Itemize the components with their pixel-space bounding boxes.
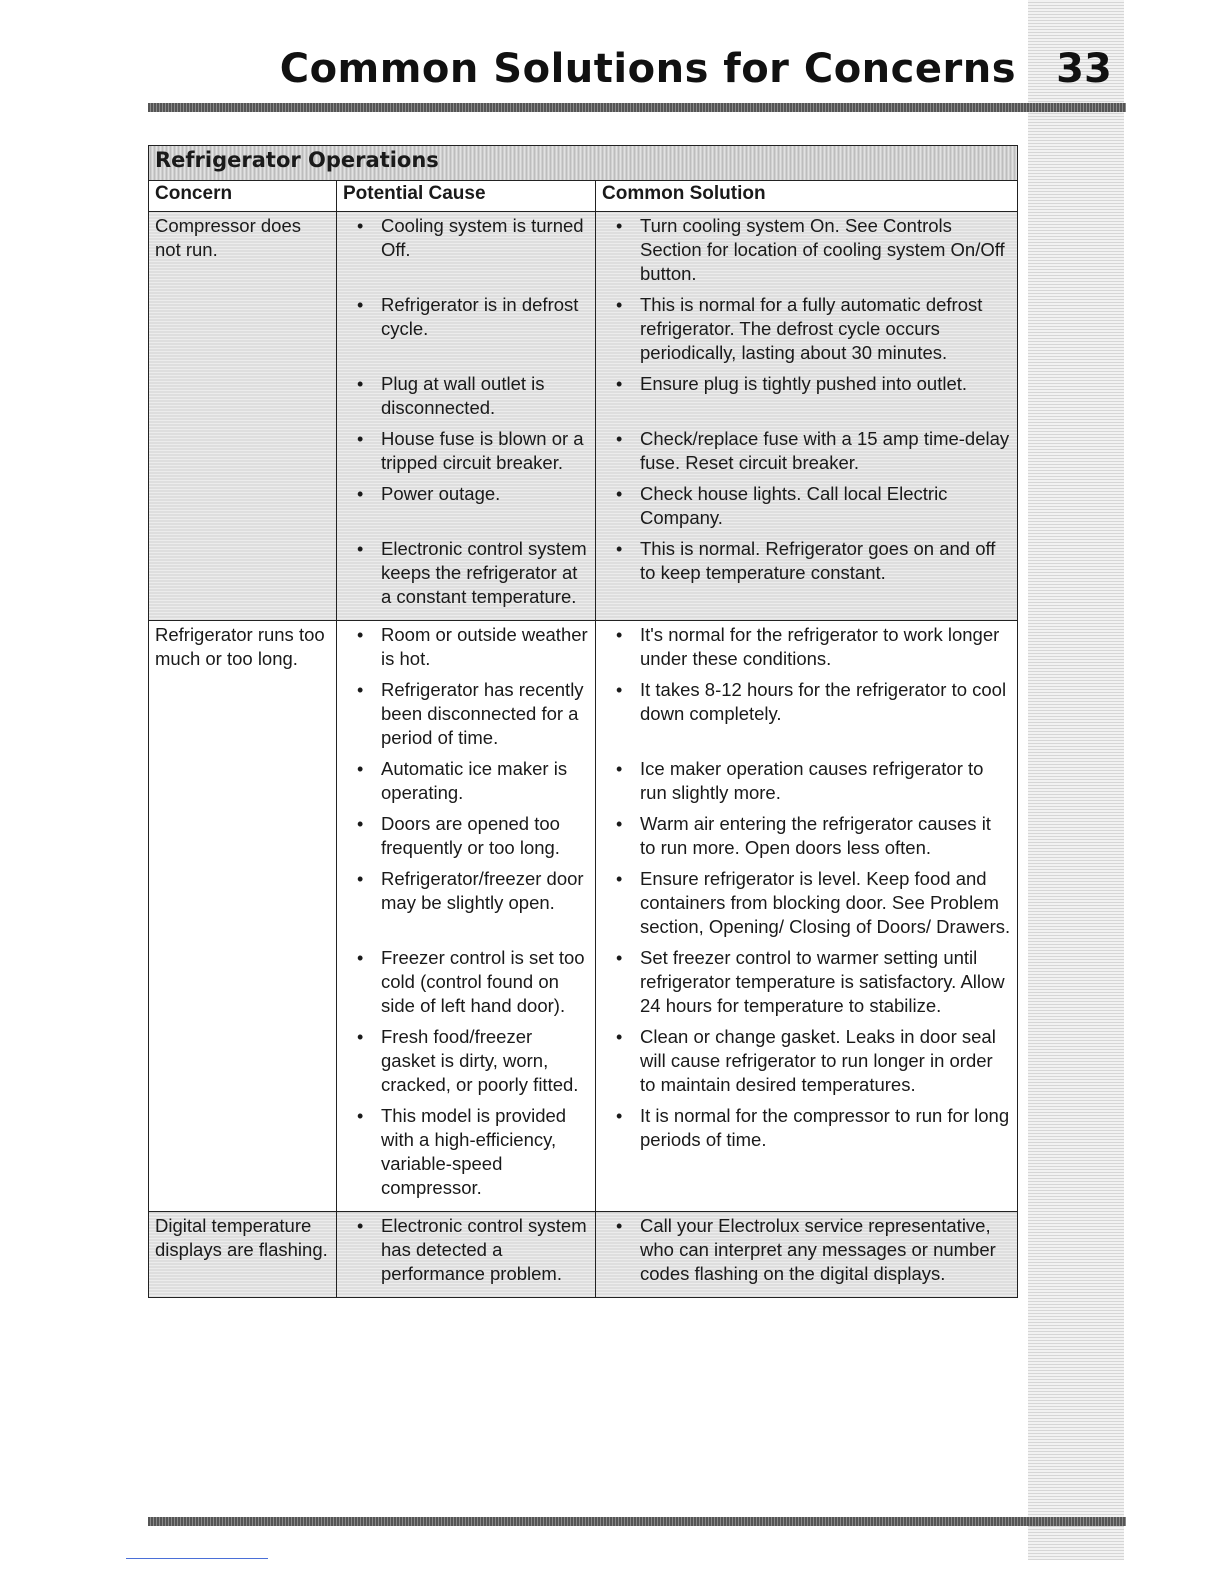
solution-item: • Check/replace fuse with a 15 amp time-delay fuse. Reset circuit breaker. xyxy=(602,427,1011,475)
cause-cell xyxy=(337,621,596,1212)
concern-text: Refrigerator runs too much or too long. xyxy=(155,624,325,669)
cause-cell xyxy=(337,212,596,621)
operations-table xyxy=(148,145,1018,1298)
solution-item: • Ensure plug is tightly pushed into outlet. xyxy=(602,372,1011,420)
column-header-row xyxy=(149,181,1018,212)
bottom-rule xyxy=(148,1517,1126,1526)
solution-item: • This is normal. Refrigerator goes on and off to keep temperature constant. xyxy=(602,537,1011,609)
solution-item: • Call your Electrolux service representative, who can interpret any messages or number codes flashing on the digital displays. xyxy=(602,1214,1011,1286)
solution-item: • It's normal for the refrigerator to work longer under these conditions. xyxy=(602,623,1011,671)
table-row xyxy=(149,621,1018,1212)
cause-item: • Power outage. xyxy=(343,482,589,530)
solution-cell-list xyxy=(602,214,1011,609)
solution-item: • Ice maker operation causes refrigerator to run slightly more. xyxy=(602,757,1011,805)
page-number: 33 xyxy=(1056,46,1112,92)
solution-item: • It is normal for the compressor to run for long periods of time. xyxy=(602,1104,1011,1200)
side-tab-strip xyxy=(1028,0,1124,1560)
table-row xyxy=(149,1212,1018,1298)
concern-cell xyxy=(149,621,337,1212)
concern-cell xyxy=(149,1212,337,1298)
solution-cell xyxy=(596,1212,1018,1298)
cause-item: • Refrigerator is in defrost cycle. xyxy=(343,293,589,365)
cause-item: • Refrigerator/freezer door may be slightly open. xyxy=(343,867,589,939)
cause-cell-list xyxy=(343,1214,589,1286)
table-row xyxy=(149,212,1018,621)
solution-item: • Warm air entering the refrigerator causes it to run more. Open doors less often. xyxy=(602,812,1011,860)
page-title: Common Solutions for Concerns xyxy=(279,46,1016,92)
cause-item: • This model is provided with a high-efficiency, variable-speed compressor. xyxy=(343,1104,589,1200)
top-rule xyxy=(148,103,1126,112)
cause-item: • Freezer control is set too cold (control found on side of left hand door). xyxy=(343,946,589,1018)
concern-cell xyxy=(149,212,337,621)
solution-cell xyxy=(596,621,1018,1212)
cause-cell-list xyxy=(343,623,589,1200)
concern-text: Digital temperature displays are flashing. xyxy=(155,1215,328,1260)
cause-cell xyxy=(337,1212,596,1298)
cause-item: • Doors are opened too frequently or too long. xyxy=(343,812,589,860)
solution-cell-list xyxy=(602,623,1011,1200)
cause-item: • Electronic control system keeps the refrigerator at a constant temperature. xyxy=(343,537,589,609)
solution-item: • Turn cooling system On. See Controls Section for location of cooling system On/Off button. xyxy=(602,214,1011,286)
column-header-concern: Concern xyxy=(149,181,337,212)
solution-cell xyxy=(596,212,1018,621)
cause-item: • Automatic ice maker is operating. xyxy=(343,757,589,805)
concern-text: Compressor does not run. xyxy=(155,215,302,260)
cause-item: • Cooling system is turned Off. xyxy=(343,214,589,286)
solution-item: • Check house lights. Call local Electric Company. xyxy=(602,482,1011,530)
section-title: Refrigerator Operations xyxy=(149,146,1018,181)
cause-item: • House fuse is blown or a tripped circuit breaker. xyxy=(343,427,589,475)
cause-item: • Plug at wall outlet is disconnected. xyxy=(343,372,589,420)
column-header-cause: Potential Cause xyxy=(337,181,596,212)
solution-cell-list xyxy=(602,1214,1011,1286)
solution-item: • Clean or change gasket. Leaks in door seal will cause refrigerator to run longer in order to maintain desired temperatures. xyxy=(602,1025,1011,1097)
solution-item: • Ensure refrigerator is level. Keep food and containers from blocking door. See Problem section, Opening/ Closing of Doors/ Drawers. xyxy=(602,867,1011,939)
link-underline xyxy=(126,1558,268,1559)
cause-item: • Fresh food/freezer gasket is dirty, worn, cracked, or poorly fitted. xyxy=(343,1025,589,1097)
solution-item: • This is normal for a fully automatic defrost refrigerator. The defrost cycle occurs periodically, lasting about 30 minutes. xyxy=(602,293,1011,365)
solution-item: • Set freezer control to warmer setting until refrigerator temperature is satisfactory. Allow 24 hours for temperature to stabilize. xyxy=(602,946,1011,1018)
cause-item: • Room or outside weather is hot. xyxy=(343,623,589,671)
cause-item: • Electronic control system has detected a performance problem. xyxy=(343,1214,589,1286)
column-header-solution: Common Solution xyxy=(596,181,1018,212)
cause-item: • Refrigerator has recently been disconnected for a period of time. xyxy=(343,678,589,750)
solution-item: • It takes 8-12 hours for the refrigerator to cool down completely. xyxy=(602,678,1011,750)
cause-cell-list xyxy=(343,214,589,609)
